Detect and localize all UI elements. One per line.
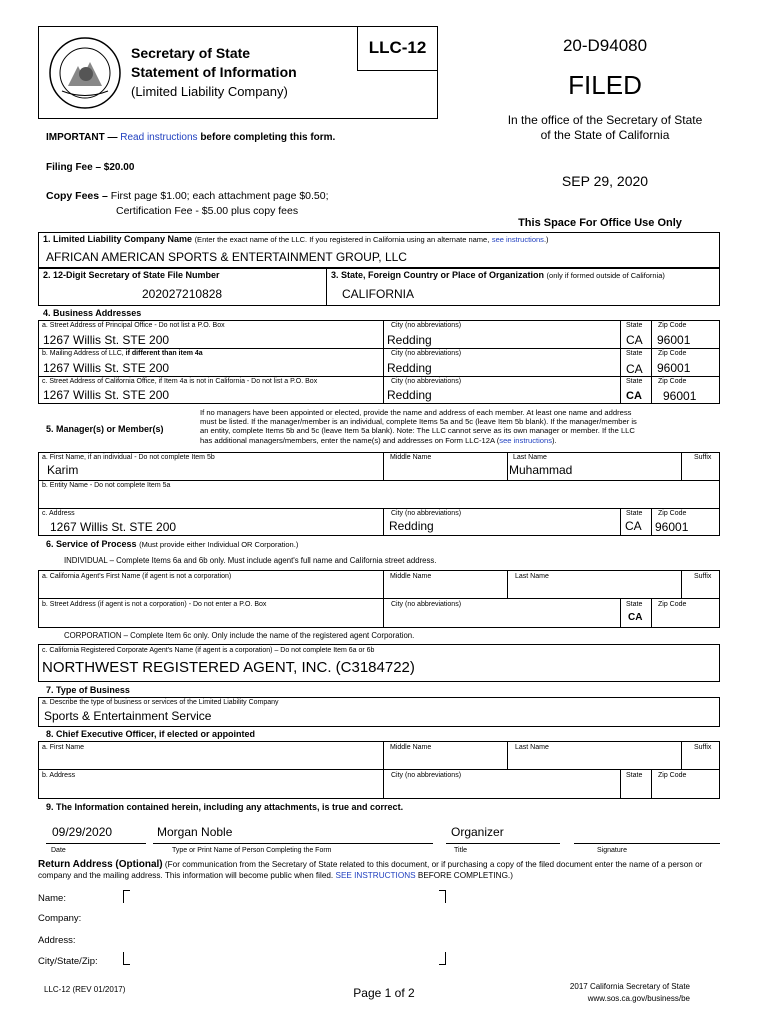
- office-line1: In the office of the Secretary of State: [507, 113, 703, 127]
- s9-date-label: Date: [51, 847, 66, 854]
- registered-agent-name: NORTHWEST REGISTERED AGENT, INC. (C3184722): [42, 659, 415, 676]
- s5-instructions: If no managers have been appointed or elected, provide the name and address of each member. At least one name and address must be listed. If the manager/member is an individual, complete Items 5a and 5c (leave Item 5b blank). If the manager/member is an entity, complete Items 5b and 5c (leave Item 5a blank). Note: The LLC cannot serve as its own manager or member. If the LLC has additional managers/members, enter the name(s) and addresses on Form LLC-12A (see instructions).: [200, 408, 637, 445]
- s6-suffix-label: Suffix: [694, 573, 712, 580]
- s5c-label: c. Address: [42, 510, 75, 517]
- s4a-label: a. Street Address of Principal Office - Do not list a P.O. Box: [42, 322, 225, 329]
- s4c-city: Redding: [387, 388, 432, 402]
- s5b-label: b. Entity Name - Do not complete Item 5a: [42, 482, 171, 489]
- s6-zip-label: Zip Code: [658, 601, 687, 608]
- s6-state-value: CA: [628, 612, 643, 623]
- s6-state-label: State: [626, 601, 643, 608]
- signer-title: Organizer: [451, 825, 504, 839]
- section-2-title: 2. 12-Digit Secretary of State File Number: [43, 270, 220, 280]
- llc-name: AFRICAN AMERICAN SPORTS & ENTERTAINMENT GROUP, LLC: [46, 250, 407, 264]
- section-3-title: 3. State, Foreign Country or Place of Organization (only if formed outside of California): [331, 270, 665, 280]
- manager-city: Redding: [389, 519, 434, 533]
- return-address-text: Return Address (Optional) (For communication from the Secretary of State related to this document, or if purchasing a copy of the filed document enter the name of a person or company and the mailing address. This information will become public when filed. SEE INSTRUCTIONS BEFORE COMPLETING.): [38, 859, 703, 880]
- return-instructions-link[interactable]: SEE INSTRUCTIONS: [335, 871, 416, 880]
- s6c-label: c. California Registered Corporate Agent's Name (if agent is a corporation) – Do not complete Item 6a or 6b: [42, 647, 375, 654]
- s9-signature-label: Signature: [597, 847, 627, 854]
- manager-zip: 96001: [655, 520, 689, 534]
- s8-city-label: City (no abbreviations): [391, 772, 462, 779]
- office-use-label: This Space For Office Use Only: [518, 217, 682, 229]
- form-revision: LLC-12 (REV 01/2017): [44, 985, 126, 994]
- s6-corporation-note: CORPORATION – Complete Item 6c only. Only include the name of the registered agent Corporation.: [64, 631, 415, 640]
- s4a-zip: 96001: [657, 333, 691, 347]
- manager-street: 1267 Willis St. STE 200: [50, 520, 177, 534]
- s4c-state: CA: [626, 390, 642, 402]
- s8b-label: b. Address: [42, 772, 76, 779]
- section-5-title: 5. Manager(s) or Member(s): [46, 424, 164, 434]
- s8-suffix-label: Suffix: [694, 744, 712, 751]
- s6b-label: b. Street Address (if agent is not a corporation) - Do not enter a P.O. Box: [42, 601, 267, 608]
- footer-copyright: 2017 California Secretary of State: [569, 982, 690, 991]
- s6-individual-note: INDIVIDUAL – Complete Items 6a and 6b only. Must include agent's full name and California street address.: [64, 556, 437, 565]
- s4a-street: 1267 Willis St. STE 200: [43, 333, 170, 347]
- return-company-label: Company:: [38, 913, 82, 924]
- s5-last-label: Last Name: [513, 454, 547, 461]
- s4a-state-label: State: [626, 322, 643, 329]
- bracket-top-right: [439, 890, 446, 903]
- s4c-city-label: City (no abbreviations): [391, 378, 462, 385]
- s4b-label: b. Mailing Address of LLC, if different than item 4a: [42, 350, 203, 357]
- place-of-organization: CALIFORNIA: [342, 287, 415, 301]
- filed-stamp: FILED: [568, 70, 642, 100]
- read-instructions-link[interactable]: Read instructions: [120, 132, 198, 143]
- s5-middle-label: Middle Name: [390, 454, 432, 461]
- s4a-state: CA: [626, 333, 643, 347]
- s6a-label: a. California Agent's First Name (if agent is not a corporation): [42, 573, 232, 580]
- s4b-state: CA: [626, 362, 643, 376]
- s5-state-label: State: [626, 510, 643, 517]
- form-code: LLC-12: [368, 38, 427, 57]
- s4c-zip-label: Zip Code: [658, 378, 687, 385]
- s9-title-label: Title: [454, 847, 467, 854]
- bracket-bottom-left: [123, 952, 130, 965]
- s5-instructions-link[interactable]: see instructions: [499, 435, 553, 445]
- return-address-label: Address:: [38, 935, 76, 946]
- s4b-zip: 96001: [657, 361, 691, 375]
- s4c-label: c. Street Address of California Office, if Item 4a is not in California - Do not list a P.O. Box: [42, 378, 318, 385]
- footer-url: www.sos.ca.gov/business/be: [587, 994, 690, 1003]
- s7a-label: a. Describe the type of business or services of the Limited Liability Company: [42, 699, 279, 706]
- s8-last-label: Last Name: [515, 744, 549, 751]
- s4b-state-label: State: [626, 350, 643, 357]
- s4c-state-label: State: [626, 378, 643, 385]
- signer-name: Morgan Noble: [157, 825, 233, 839]
- section-6-title: 6. Service of Process (Must provide either Individual OR Corporation.): [46, 539, 299, 549]
- s4a-city-label: City (no abbreviations): [391, 322, 462, 329]
- form-subtitle: (Limited Liability Company): [131, 84, 288, 99]
- s9-name-label: Type or Print Name of Person Completing the Form: [172, 847, 332, 854]
- state-seal: [48, 36, 122, 110]
- agency-title: Secretary of State: [131, 45, 251, 61]
- filed-date: SEP 29, 2020: [561, 173, 649, 189]
- s8a-label: a. First Name: [42, 744, 85, 751]
- s4b-city-label: City (no abbreviations): [391, 350, 462, 357]
- s6-last-label: Last Name: [515, 573, 549, 580]
- s6-middle-label: Middle Name: [390, 573, 432, 580]
- return-citystatezip-label: City/State/Zip:: [38, 956, 98, 967]
- file-number-value: 202027210828: [142, 287, 223, 301]
- section-4-title: 4. Business Addresses: [43, 308, 142, 318]
- s5-zip-label: Zip Code: [658, 510, 687, 517]
- s1-instructions-link[interactable]: see instructions: [491, 235, 544, 244]
- form-title: Statement of Information: [131, 64, 297, 80]
- manager-first-name: Karim: [47, 463, 79, 477]
- copy-fees: Copy Fees – First page $1.00; each attachment page $0.50;: [46, 190, 329, 202]
- section-1-title: 1. Limited Liability Company Name (Enter the exact name of the LLC. If you registered in California using an alternate name, see instructions.): [43, 234, 549, 244]
- s5-suffix-label: Suffix: [694, 454, 712, 461]
- s4a-zip-label: Zip Code: [658, 322, 687, 329]
- bracket-bottom-right: [439, 952, 446, 965]
- s4b-zip-label: Zip Code: [658, 350, 687, 357]
- section-8-title: 8. Chief Executive Officer, if elected or appointed: [46, 729, 256, 739]
- manager-last-name: Muhammad: [509, 463, 573, 477]
- s6-city-label: City (no abbreviations): [391, 601, 462, 608]
- s5a-label: a. First Name, if an individual - Do not complete Item 5b: [42, 454, 215, 461]
- bracket-top-left: [123, 890, 130, 903]
- s4c-street: 1267 Willis St. STE 200: [43, 388, 170, 402]
- return-name-label: Name:: [38, 893, 66, 904]
- section-7-title: 7. Type of Business: [46, 685, 130, 695]
- manager-state: CA: [625, 519, 642, 533]
- s4b-city: Redding: [387, 361, 432, 375]
- office-line2: of the State of California: [540, 128, 670, 142]
- section-8-box: [38, 741, 720, 799]
- s4a-city: Redding: [387, 333, 432, 347]
- page-number: Page 1 of 2: [353, 986, 415, 1000]
- file-number: 20-D94080: [562, 36, 648, 55]
- s8-zip-label: Zip Code: [658, 772, 687, 779]
- copy-fees-line2: Certification Fee - $5.00 plus copy fees: [116, 205, 299, 217]
- s4c-zip: 96001: [663, 389, 697, 403]
- s5-city-label: City (no abbreviations): [391, 510, 462, 517]
- signature-date: 09/29/2020: [52, 825, 113, 839]
- section-9-title: 9. The Information contained herein, including any attachments, is true and correct.: [46, 802, 404, 812]
- s4b-street: 1267 Willis St. STE 200: [43, 361, 170, 375]
- important-note: IMPORTANT — Read instructions before completing this form.: [46, 132, 336, 143]
- business-type: Sports & Entertainment Service: [44, 709, 212, 723]
- s8-middle-label: Middle Name: [390, 744, 432, 751]
- s8-state-label: State: [626, 772, 643, 779]
- filing-fee: Filing Fee – $20.00: [46, 162, 135, 173]
